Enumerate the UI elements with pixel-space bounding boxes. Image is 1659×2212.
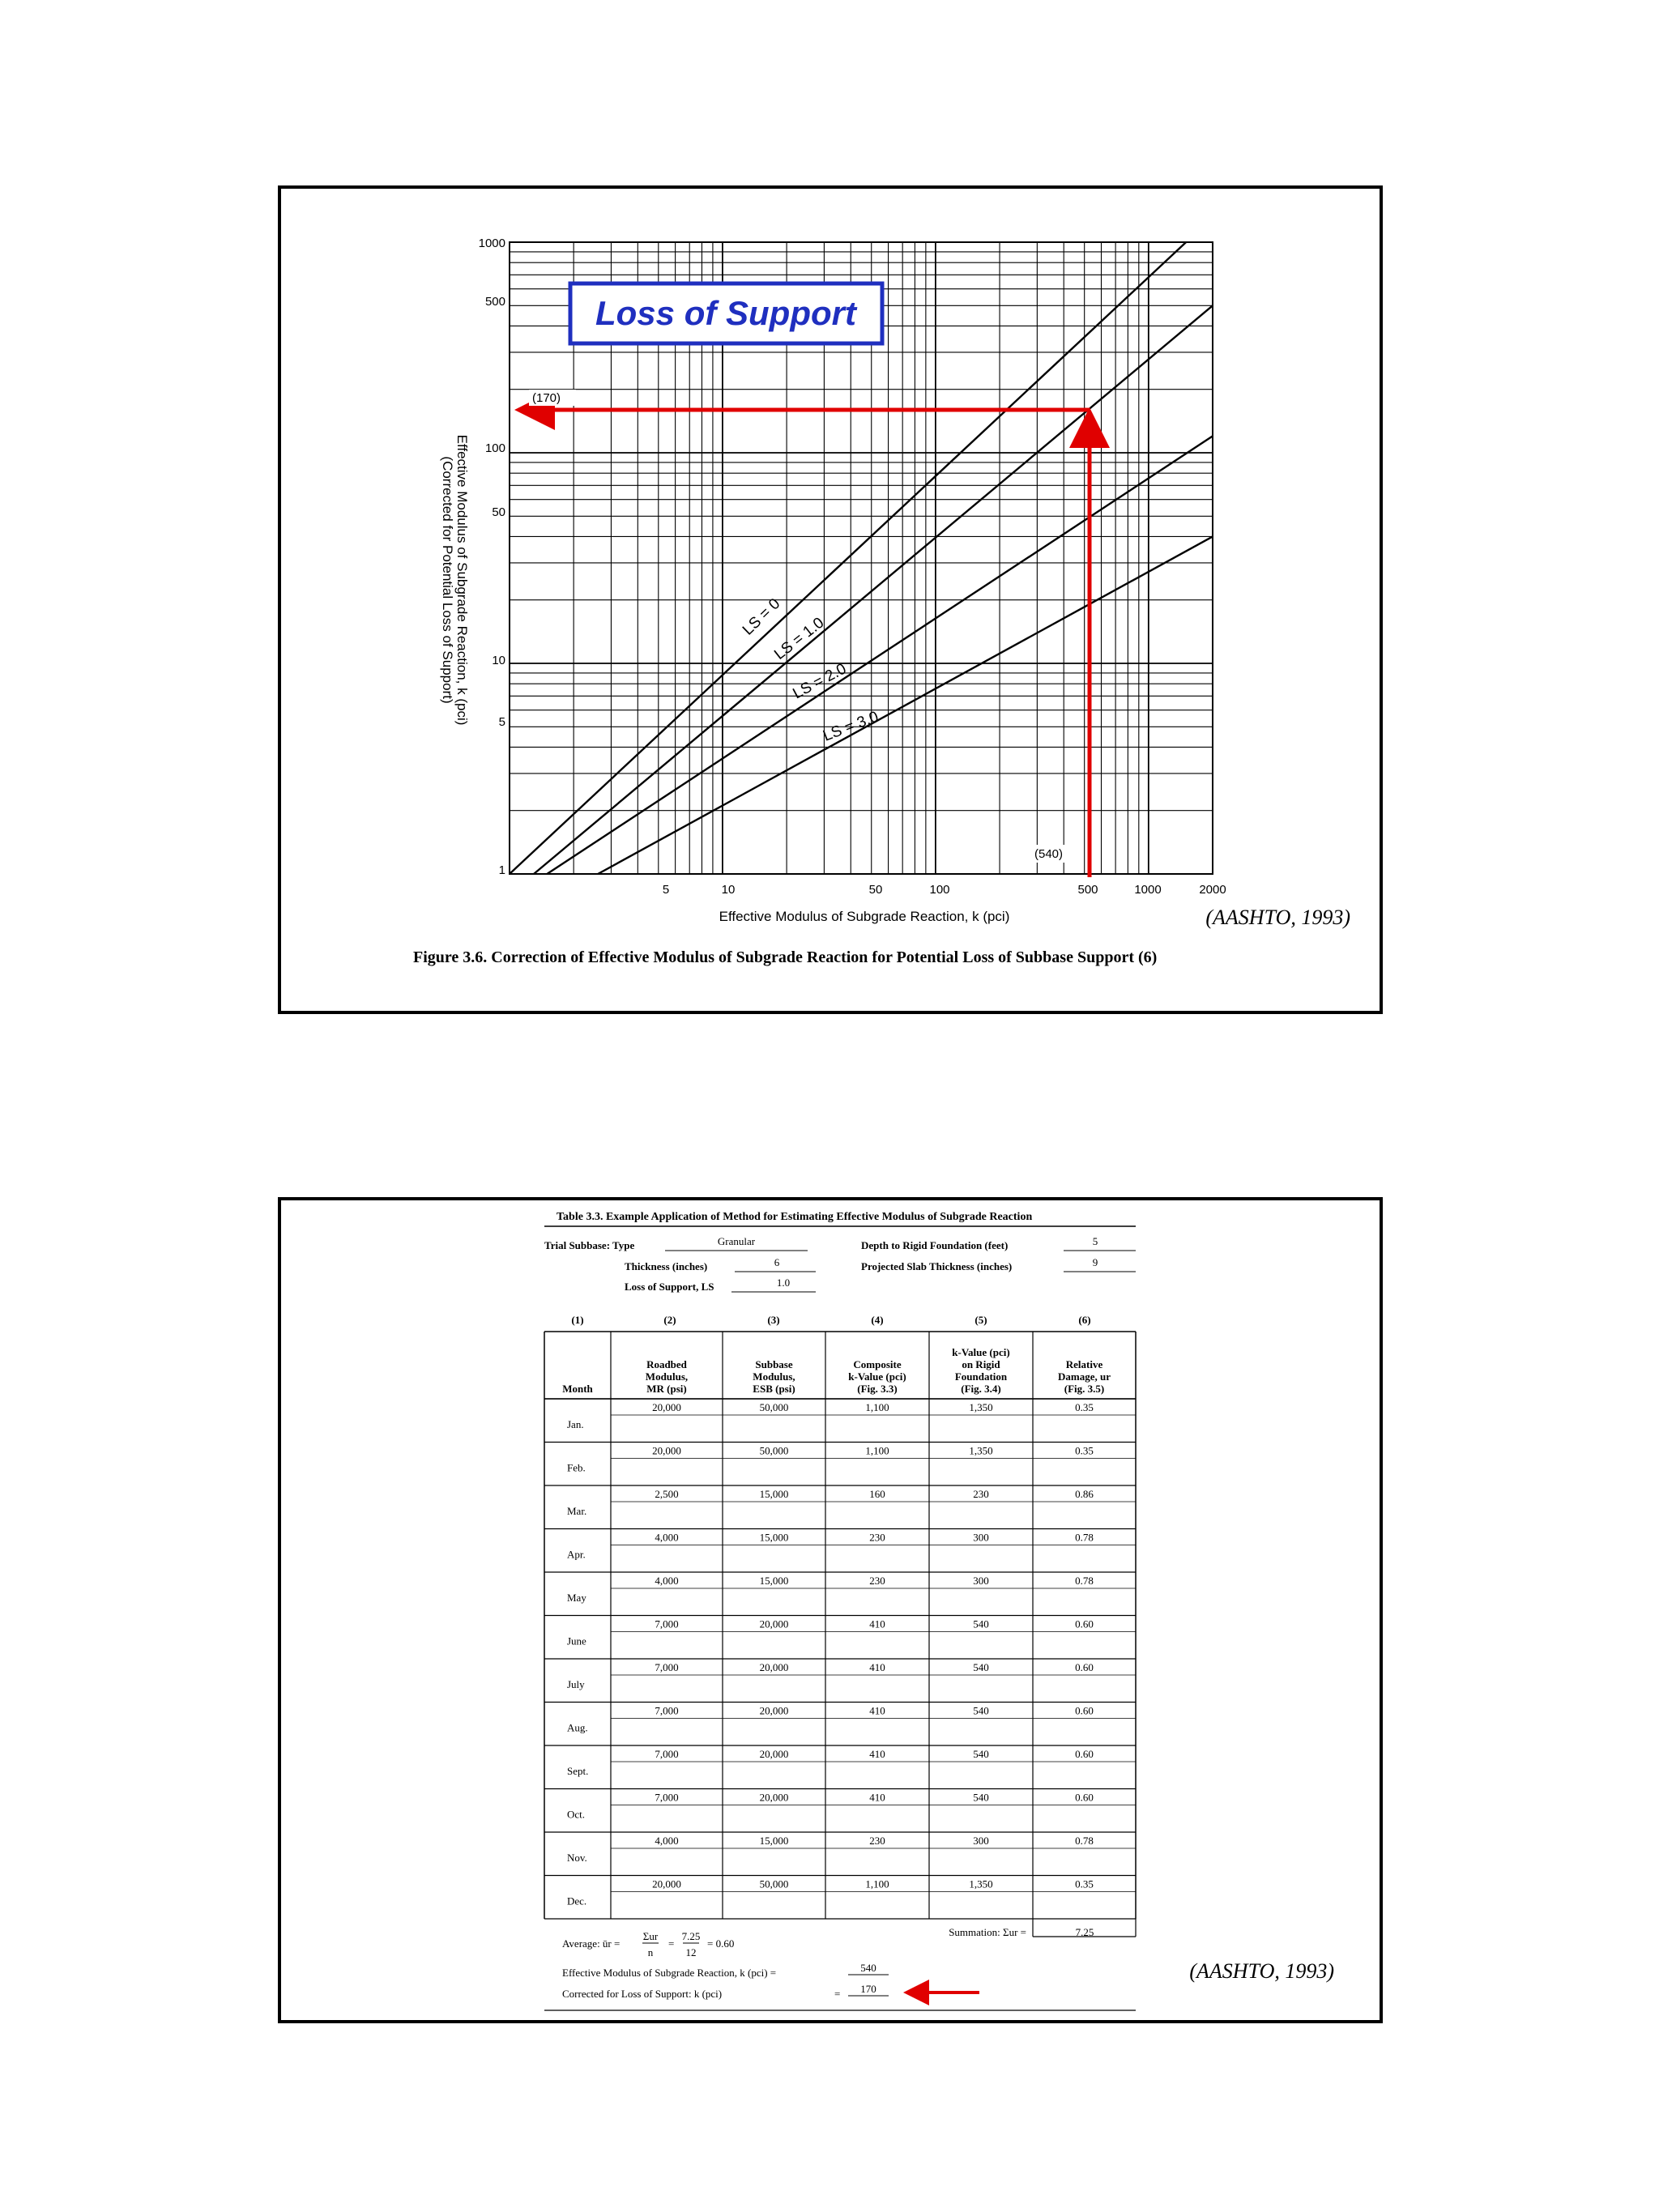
table-row: [567, 1661, 1094, 1690]
table-cell: 1,100: [865, 1444, 889, 1457]
x-tick-labels: [663, 883, 1226, 897]
series-line: [534, 305, 1213, 874]
table-cell: 20,000: [759, 1617, 789, 1630]
marker-y-label: (170): [532, 391, 561, 405]
ls-label: Loss of Support, LS: [625, 1281, 714, 1293]
column-numbers: [571, 1314, 1090, 1326]
table-row: [567, 1401, 1094, 1430]
month-cell: Dec.: [567, 1894, 587, 1907]
table-cell: 230: [869, 1835, 885, 1847]
effective-modulus-value: 540: [860, 1962, 876, 1974]
table-cell: 7,000: [655, 1791, 679, 1804]
table-cell: 20,000: [652, 1401, 681, 1413]
x-tick-label: 5: [662, 883, 670, 897]
depth-label: Depth to Rigid Foundation (feet): [861, 1239, 1009, 1251]
column-header: Composite: [853, 1358, 902, 1370]
table-cell: 20,000: [759, 1791, 789, 1804]
y-tick-label: 500: [484, 295, 505, 309]
y-tick-label: 10: [492, 654, 505, 667]
table-cell: 1,350: [969, 1444, 993, 1457]
month-cell: Apr.: [567, 1548, 586, 1561]
table-row: [567, 1792, 1094, 1821]
month-cell: Oct.: [567, 1808, 586, 1821]
table-cell: 1,100: [865, 1401, 889, 1413]
figure-caption: Figure 3.6. Correction of Effective Modulus of Subgrade Reaction for Potential Loss of Subbase Support (6): [413, 948, 1158, 966]
table-cell: 410: [869, 1791, 885, 1804]
table-cell: 7,000: [655, 1661, 679, 1673]
table-cell: 540: [973, 1748, 989, 1760]
table-row: [567, 1532, 1094, 1561]
table-cell: 15,000: [759, 1531, 789, 1544]
table-cell: 50,000: [759, 1877, 789, 1890]
figure-panel: [278, 185, 1383, 1014]
table-cell: 20,000: [759, 1748, 789, 1760]
table-cell: 0.60: [1075, 1791, 1094, 1804]
table-cell: 410: [869, 1748, 885, 1760]
column-header: Modulus,: [753, 1370, 795, 1383]
table-cell: 410: [869, 1617, 885, 1630]
table-cell: 0.78: [1075, 1531, 1094, 1544]
col-number: (6): [1078, 1314, 1091, 1326]
column-header: on Rigid: [962, 1358, 1000, 1370]
table-body: [567, 1401, 1094, 1907]
y-tick-label: 1000: [478, 237, 505, 250]
table-cell: 0.60: [1075, 1704, 1094, 1717]
column-header: Subbase: [755, 1358, 793, 1370]
table-source: (AASHTO, 1993): [1189, 1959, 1334, 1983]
series-label-ls1: LS = 1.0: [771, 614, 828, 663]
month-cell: June: [567, 1634, 586, 1647]
series-line: [547, 436, 1213, 874]
table-cell: 1,100: [865, 1877, 889, 1890]
col-number: (1): [571, 1314, 584, 1326]
month-cell: May: [567, 1592, 586, 1604]
average-label: Average: ūr =: [562, 1937, 621, 1950]
table-row: [567, 1488, 1094, 1517]
average-num-bottom: 12: [685, 1946, 697, 1958]
table-cell: 50,000: [759, 1444, 789, 1457]
table-cell: 410: [869, 1661, 885, 1673]
table-cell: 0.78: [1075, 1575, 1094, 1587]
table-cell: 50,000: [759, 1401, 789, 1413]
y-tick-label: 100: [484, 441, 505, 455]
corrected-value: 170: [860, 1983, 876, 1995]
column-header: Month: [562, 1383, 593, 1395]
y-tick-labels: [479, 237, 505, 877]
table-cell: 0.35: [1075, 1877, 1094, 1890]
table-cell: 7,000: [655, 1704, 679, 1717]
y-axis-label-sub: (Corrected for Potential Loss of Support): [440, 456, 455, 704]
y-tick-label: 50: [492, 505, 505, 519]
callout-title: Loss of Support: [595, 294, 856, 332]
table-cell: 4,000: [655, 1835, 679, 1847]
col-number: (4): [871, 1314, 884, 1326]
column-header: Modulus,: [645, 1370, 689, 1383]
table-cell: 230: [869, 1531, 885, 1544]
y-tick-label: 5: [498, 715, 505, 729]
table-cell: 20,000: [652, 1877, 681, 1890]
table-cell: 540: [973, 1617, 989, 1630]
table-cell: 160: [869, 1488, 885, 1500]
table-row: [567, 1445, 1094, 1474]
table-cell: 0.60: [1075, 1617, 1094, 1630]
series-label-ls3: LS = 3.0: [821, 708, 881, 745]
x-tick-label: 2000: [1199, 883, 1226, 897]
table-cell: 20,000: [759, 1661, 789, 1673]
average-num-top: 7.25: [681, 1930, 701, 1942]
table-cell: 1,350: [969, 1877, 993, 1890]
table-row: [567, 1878, 1094, 1907]
thickness-label: Thickness (inches): [625, 1260, 708, 1272]
figure-source: (AASHTO, 1993): [1205, 906, 1350, 929]
month-cell: Mar.: [567, 1505, 587, 1517]
col-number: (3): [767, 1314, 780, 1326]
table-cell: 20,000: [759, 1704, 789, 1717]
column-header: (Fig. 3.4): [961, 1383, 1001, 1395]
table-cell: 230: [869, 1575, 885, 1587]
table-cell: 410: [869, 1704, 885, 1717]
x-tick-label: 100: [929, 883, 950, 897]
col-number: (2): [663, 1314, 676, 1326]
table-3-3: [281, 1200, 1380, 2020]
table-cell: 4,000: [655, 1531, 679, 1544]
month-cell: Sept.: [567, 1765, 589, 1777]
column-header: k-Value (pci): [952, 1346, 1010, 1358]
ls-value: 1.0: [776, 1276, 791, 1289]
average-result: = 0.60: [707, 1937, 735, 1950]
table-cell: 20,000: [652, 1444, 681, 1457]
column-header: Damage, ur: [1058, 1370, 1111, 1383]
column-header: Relative: [1065, 1358, 1103, 1370]
summation-label: Summation: Σur =: [949, 1926, 1026, 1938]
table-panel: [278, 1197, 1383, 2023]
month-cell: Jan.: [567, 1418, 584, 1430]
table-cell: 230: [973, 1488, 989, 1500]
table-row: [567, 1575, 1094, 1604]
equals-sign: =: [668, 1937, 675, 1950]
table-cell: 300: [973, 1531, 989, 1544]
table-cell: 540: [973, 1661, 989, 1673]
table-cell: 0.78: [1075, 1835, 1094, 1847]
table-cell: 0.60: [1075, 1661, 1094, 1673]
table-cell: 0.35: [1075, 1444, 1094, 1457]
table-cell: 300: [973, 1575, 989, 1587]
table-row: [567, 1705, 1094, 1734]
table-cell: 15,000: [759, 1835, 789, 1847]
summation-value: 7.25: [1075, 1926, 1094, 1938]
y-tick-label: 1: [498, 863, 505, 877]
y-axis-label: Effective Modulus of Subgrade Reaction, k (pci): [454, 434, 470, 726]
column-header: k-Value (pci): [848, 1370, 906, 1383]
table-cell: 540: [973, 1791, 989, 1804]
table-cell: 1,350: [969, 1401, 993, 1413]
table-cell: 0.35: [1075, 1401, 1094, 1413]
column-header: ESB (psi): [753, 1383, 795, 1395]
table-row: [567, 1835, 1094, 1864]
trial-subbase-label: Trial Subbase: Type: [544, 1239, 635, 1251]
series-label-ls2: LS = 2.0: [790, 660, 850, 703]
table-cell: 300: [973, 1835, 989, 1847]
series-label-ls0: LS = 0: [739, 595, 784, 639]
month-cell: Aug.: [567, 1721, 588, 1734]
x-tick-label: 500: [1077, 883, 1098, 897]
table-cell: 7,000: [655, 1748, 679, 1760]
column-headers: [562, 1346, 1111, 1395]
table-rules: [544, 1226, 1136, 2010]
month-cell: Nov.: [567, 1852, 587, 1864]
column-header: (Fig. 3.5): [1064, 1383, 1105, 1395]
table-cell: 2,500: [655, 1488, 679, 1500]
col-number: (5): [975, 1314, 987, 1326]
table-cell: 7,000: [655, 1617, 679, 1630]
average-frac-bottom: n: [647, 1946, 654, 1958]
table-cell: 15,000: [759, 1488, 789, 1500]
column-header: (Fig. 3.3): [857, 1383, 898, 1395]
table-cell: 0.86: [1075, 1488, 1094, 1500]
x-tick-label: 50: [868, 883, 883, 897]
table-row: [567, 1618, 1094, 1647]
table-cell: 15,000: [759, 1575, 789, 1587]
month-cell: July: [567, 1678, 585, 1690]
effective-modulus-label: Effective Modulus of Subgrade Reaction, k (pci) =: [562, 1967, 777, 1979]
corrected-label: Corrected for Loss of Support: k (pci): [562, 1988, 723, 2000]
slab-label: Projected Slab Thickness (inches): [861, 1260, 1013, 1272]
table-cell: 4,000: [655, 1575, 679, 1587]
average-frac-top: Σur: [642, 1930, 659, 1942]
x-axis-label: Effective Modulus of Subgrade Reaction, k (pci): [719, 909, 1010, 924]
loss-of-support-chart: [281, 189, 1380, 1011]
marker-x-label: (540): [1034, 847, 1064, 861]
table-cell: 540: [973, 1704, 989, 1717]
type-value: Granular: [717, 1235, 756, 1247]
slab-value: 9: [1092, 1256, 1098, 1268]
column-header: MR (psi): [646, 1383, 687, 1395]
column-header: Roadbed: [646, 1358, 687, 1370]
column-header: Foundation: [954, 1370, 1008, 1383]
table-title: Table 3.3. Example Application of Method for Estimating Effective Modulus of Subgrade Reaction: [557, 1211, 1033, 1223]
x-tick-label: 10: [721, 883, 736, 897]
corrected-equals: =: [834, 1988, 841, 2000]
table-row: [567, 1748, 1094, 1777]
month-cell: Feb.: [567, 1461, 586, 1474]
thickness-value: 6: [774, 1256, 780, 1268]
depth-value: 5: [1092, 1235, 1098, 1247]
x-tick-label: 1000: [1134, 883, 1162, 897]
table-cell: 0.60: [1075, 1748, 1094, 1760]
